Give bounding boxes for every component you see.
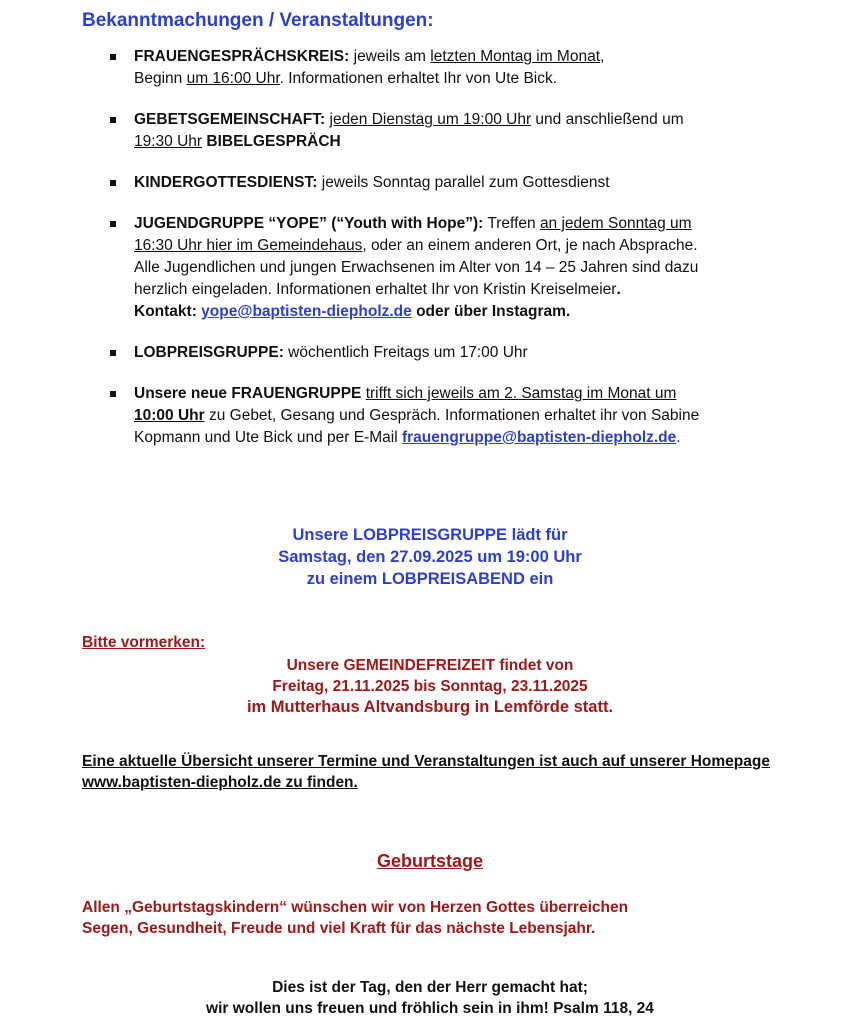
- freizeit-line: Freitag, 21.11.2025 bis Sonntag, 23.11.2025: [272, 678, 588, 695]
- event-text: wöchentlich Freitags um 17:00 Uhr: [283, 344, 528, 361]
- event-item-kindergottesdienst: [108, 172, 788, 194]
- event-item-gebetsgemeinschaft: [108, 109, 788, 153]
- event-text: 19:30 Uhr: [134, 133, 203, 150]
- event-item-frauengruppe: [108, 383, 788, 449]
- event-text: FRAUENGESPRÄCHSKREIS:: [134, 48, 350, 65]
- psalm-line: Dies ist der Tag, den der Herr gemacht hat;: [272, 979, 588, 996]
- event-text: , oder an einem anderen Ort, je nach Absprache.: [362, 237, 698, 254]
- event-text: jeweils am: [349, 48, 431, 65]
- freizeit-line: Unsere GEMEINDEFREIZEIT findet von: [286, 657, 574, 674]
- event-text: Beginn: [134, 70, 187, 87]
- event-item-jugendgruppe: [108, 213, 788, 323]
- invite-line: Unsere LOBPREISGRUPPE lädt für: [292, 526, 568, 544]
- email-link[interactable]: frauengruppe@baptisten-diepholz.de: [401, 429, 677, 446]
- invite-line: Samstag, den 27.09.2025 um 19:00 Uhr: [278, 548, 582, 566]
- event-text: .: [616, 281, 621, 298]
- event-text: jeden Dienstag um 19:00 Uhr: [329, 111, 532, 128]
- event-text: GEBETSGEMEINSCHAFT:: [134, 111, 326, 128]
- lobpreis-invitation: [0, 524, 860, 590]
- event-text: oder über Instagram.: [411, 303, 571, 320]
- event-text: Alle Jugendlichen und jungen Erwachsenen im Alter von 14 – 25 Jahren sind dazu: [134, 259, 699, 276]
- homepage-overview-note: Eine aktuelle Übersicht unserer Termine und Veranstaltungen ist auch auf unserer Homepage www.baptisten-diepholz.de zu finden.: [82, 753, 770, 791]
- event-text: letzten Montag im Monat: [430, 48, 601, 65]
- page-heading: Bekanntmachungen / Veranstaltungen:: [82, 10, 434, 31]
- event-text: .: [676, 429, 681, 446]
- event-text: LOBPREISGRUPPE:: [134, 344, 284, 361]
- birthdays-title: Geburtstage: [376, 851, 484, 871]
- event-text: Kontakt:: [134, 303, 202, 320]
- event-item-lobpreisgruppe: [108, 342, 788, 364]
- event-text: 16:30 Uhr hier im Gemeindehaus: [134, 237, 363, 254]
- event-text: Unsere neue FRAUENGRUPPE: [134, 385, 362, 402]
- invite-line: zu einem LOBPREISABEND ein: [306, 570, 554, 588]
- birthdays-text: [82, 897, 782, 939]
- event-text: an jedem Sonntag um: [539, 215, 692, 232]
- event-text: ,: [600, 48, 605, 65]
- event-item-frauengespraechskreis: [108, 46, 788, 90]
- event-text: trifft sich jeweils am 2. Samstag im Monat um: [365, 385, 677, 402]
- event-text: JUGENDGRUPPE “YOPE” (“Youth with Hope”):: [134, 215, 484, 232]
- event-text: 10:00 Uhr: [134, 407, 205, 424]
- event-text: herzlich eingeladen. Informationen erhaltet Ihr von Kristin Kreiselmeier: [134, 281, 617, 298]
- birthday-line: Segen, Gesundheit, Freude und viel Kraft für das nächste Lebensjahr.: [82, 920, 596, 937]
- event-text: zu Gebet, Gesang und Gespräch. Informationen erhaltet ihr von Sabine: [204, 407, 700, 424]
- gemeindefreizeit-notice: [0, 655, 860, 718]
- birthday-line: Allen „Geburtstagskindern“ wünschen wir von Herzen Gottes überreichen: [82, 899, 629, 916]
- event-text: Kopmann und Ute Bick und per E-Mail: [134, 429, 402, 446]
- psalm-quote: [0, 977, 860, 1019]
- event-text: jeweils Sonntag parallel zum Gottesdienst: [317, 174, 610, 191]
- email-link[interactable]: yope@baptisten-diepholz.de: [201, 303, 412, 320]
- event-text: und anschließend um: [531, 111, 684, 128]
- event-text: Treffen: [483, 215, 540, 232]
- event-text: BIBELGESPRÄCH: [202, 133, 341, 150]
- remember-label: Bitte vormerken:: [82, 634, 206, 651]
- events-list: [108, 46, 788, 468]
- psalm-line: wir wollen uns freuen und fröhlich sein in ihm! Psalm 118, 24: [206, 1000, 654, 1017]
- freizeit-line: im Mutterhaus Altvandsburg in Lemförde statt.: [246, 698, 614, 716]
- event-text: KINDERGOTTESDIENST:: [134, 174, 318, 191]
- event-text: um 16:00 Uhr: [186, 70, 280, 87]
- event-text: . Informationen erhaltet Ihr von Ute Bick.: [279, 70, 558, 87]
